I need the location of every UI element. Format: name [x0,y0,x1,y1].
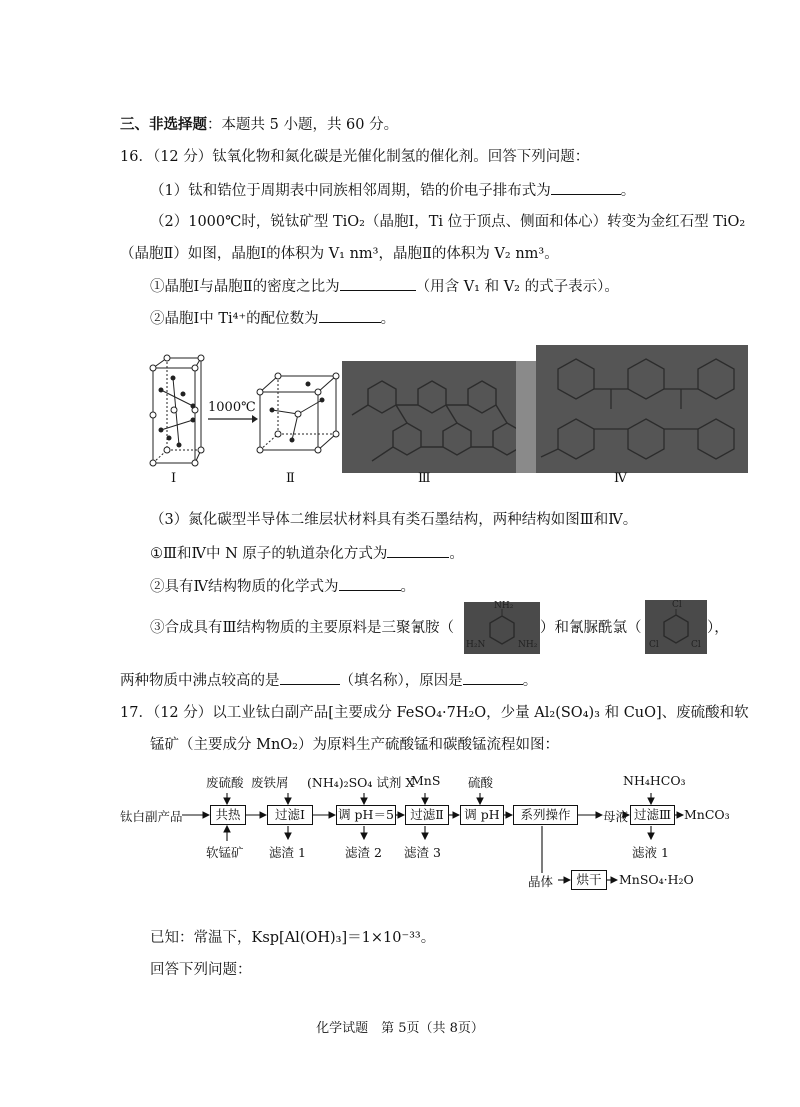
crystal-cell-I [145,350,210,470]
flow-filtrate-1: 滤液 1 [632,845,669,860]
answer-blank[interactable] [387,543,449,558]
figure-label-I: Ⅰ [171,471,177,486]
flow-input-waste-acid: 废硫酸 [206,775,244,790]
q16-part3-sub1-text: ①Ⅲ和Ⅳ中 N 原子的轨道杂化方式为 [150,546,388,562]
answer-blank[interactable] [463,670,523,685]
section-heading [120,115,398,135]
crystal-cell-II [252,370,342,455]
cl-label-right: Cl [691,640,701,650]
figure-label-II: Ⅱ [286,471,295,486]
q17-intro-line2: 锰矿（主要成分 MnO₂）为原料生产硫酸锰和碳酸锰流程如图： [150,737,559,753]
melamine-label-left: H₂N [466,640,486,650]
answer-blank[interactable] [551,180,621,195]
page-footer: 化学试题 第 5页（共 8页） [316,1021,484,1036]
q16-part3-sub4-a: 两种物质中沸点较高的是 [120,673,280,689]
melamine-label-top: NH₂ [494,601,514,611]
section-title: 三、非选择题 [120,116,207,133]
q17-intro-line1: 17．（12 分）以工业钛白副产品[主要成分 FeSO₄·7H₂O，少量 Al₂(SO₄)₃ 和 CuO]、废硫酸和软 [120,705,749,721]
flow-residue-2: 滤渣 2 [345,845,382,860]
flow-product-mnso4: MnSO₄·H₂O [619,872,694,887]
flow-box-adjust-ph-5: 调 pH＝5 [336,805,396,825]
answer-blank[interactable] [319,308,381,323]
q16-part3-sub3-a: ③合成具有Ⅲ结构物质的主要原料是三聚氰胺（ [150,620,454,636]
answer-blank[interactable] [340,276,416,291]
q16-part1-text: （1）钛和锆位于周期表中同族相邻周期，锆的价电子排布式为 [150,183,551,199]
flow-box-dry: 烘干 [571,870,607,890]
q16-part2-sub1 [150,276,619,297]
section-note: ：本题共 5 小题，共 60 分。 [207,117,399,133]
answer-blank[interactable] [339,576,401,591]
cl-label-top: Cl [672,600,682,610]
answer-blank[interactable] [280,670,340,685]
cl-label-left: Cl [649,640,659,650]
q16-part2-sub1-text: ①晶胞Ⅰ与晶胞Ⅱ的密度之比为 [150,279,340,295]
q16-part2-sub1-end: （用含 V₁ 和 V₂ 的式子表示）。 [415,279,619,295]
q16-part3-sub1 [150,543,464,564]
q16-part2-sub2-end: 。 [380,311,396,327]
flow-crystal: 晶体 [528,874,554,889]
q16-part2-line2: （晶胞Ⅱ）如图，晶胞Ⅰ的体积为 V₁ nm³，晶胞Ⅱ的体积为 V₂ nm³。 [120,246,559,262]
flow-box-heat: 共热 [210,805,246,825]
temperature-label: 1000℃ [208,400,256,415]
flow-input-nh4hco3: NH₄HCO₃ [623,773,686,788]
flow-box-adjust-ph: 调 pH [460,805,504,825]
flow-input-sulfuric-acid: 硫酸 [468,775,494,790]
q16-part1 [150,180,635,201]
q17-answer-prompt: 回答下列问题： [150,962,252,978]
flow-box-filter-3: 过滤Ⅲ [630,805,675,825]
flow-box-series-operations: 系列操作 [513,805,578,825]
q16-part3-sub2-end: 。 [400,579,415,595]
process-flowchart [120,765,740,895]
structure-IV-image [516,345,748,473]
flow-product-mnco3: MnCO₃ [684,807,730,822]
flow-mother-liquor: 母液 [603,809,629,824]
flow-input-pyrolusite: 软锰矿 [206,845,244,860]
flow-box-filter-2: 过滤Ⅱ [405,805,449,825]
melamine-structure-image [464,602,540,654]
q16-part3-sub4-c: 。 [522,673,538,689]
q16-part2-sub2-text: ②晶胞Ⅰ中 Ti⁴⁺的配位数为 [150,311,319,327]
flow-input-iron-scrap: 废铁屑 [251,775,289,790]
q16-part3-sub3-c: ）， [707,620,729,636]
flow-start-material: 钛白副产品 [120,809,183,824]
q16-part3-sub4-b: （填名称），原因是 [339,673,463,689]
flow-residue-1: 滤渣 1 [269,845,306,860]
q16-part3-sub4 [120,670,537,691]
figure-label-IV: Ⅳ [614,471,627,486]
flow-residue-3: 滤渣 3 [404,845,441,860]
flow-input-ammonium-sulfate: (NH₄)₂SO₄ 试剂 X [307,775,415,790]
q16-part3-sub1-end: 。 [449,546,464,562]
figure-label-III: Ⅲ [418,471,431,486]
q16-part2-line1: （2）1000℃时，锐钛矿型 TiO₂（晶胞Ⅰ，Ti 位于顶点、侧面和体心）转变为金红石型 TiO₂ [150,214,746,230]
q16-part2-sub2 [150,308,395,329]
q17-known: 已知：常温下，Ksp[Al(OH)₃]＝1×10⁻³³。 [150,930,436,946]
flow-input-mns: MnS [411,773,441,788]
structure-III-image [342,361,532,473]
melamine-label-right: NH₂ [518,640,538,650]
q16-part3-sub2-text: ②具有Ⅳ结构物质的化学式为 [150,579,339,595]
q16-part3: （3）氮化碳型半导体二维层状材料具有类石墨结构，两种结构如图Ⅲ和Ⅳ。 [150,512,638,528]
q16-figure [140,345,750,490]
cyanuric-chloride-structure-image [645,600,707,654]
q16-part1-end: 。 [620,183,636,199]
q16-part3-sub3-b: ）和氰脲酰氯（ [540,620,642,636]
transform-arrow-icon [208,413,258,425]
q16-intro: 16．（12 分）钛氧化物和氮化碳是光催化制氢的催化剂。回答下列问题： [120,149,590,165]
q16-part3-sub2 [150,576,415,597]
flow-box-filter-1: 过滤Ⅰ [267,805,313,825]
